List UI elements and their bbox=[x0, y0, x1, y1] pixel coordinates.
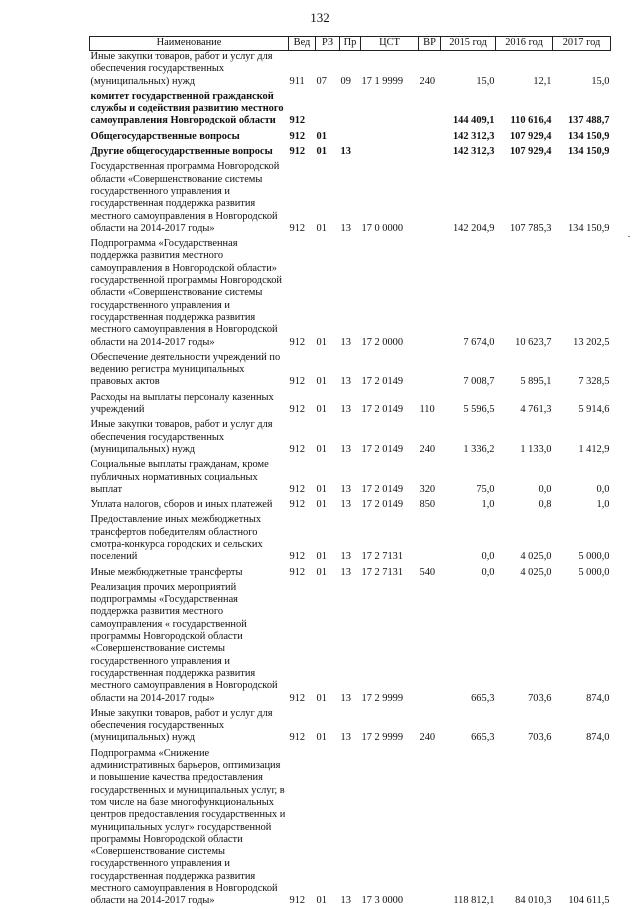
cell-y2016: 4 761,3 bbox=[520, 404, 552, 416]
cell-pr: 13 bbox=[340, 483, 351, 495]
cell-y2016: 107 929,4 bbox=[509, 146, 552, 158]
cell-rz: 01 bbox=[316, 130, 327, 142]
cell-pr: 13 bbox=[340, 443, 351, 455]
table-row bbox=[90, 497, 611, 512]
cell-rz: 01 bbox=[316, 404, 327, 416]
cell-y2016: 10 623,7 bbox=[515, 336, 552, 348]
cell-name: Подпрограмма «Снижение административных барьеров, оптимизация и повышение качества предоставления государственных и муниципальных услуг, в том числе на базе многофункциональных центров предоставления государственных и муниципальных услуг» государственной программы Новгородской области «Совершенствование системы государственного управления и государственная поддержка развития местного самоуправления в Новгородской области на 2014-2017 годы» bbox=[90, 747, 286, 907]
table-body bbox=[90, 51, 611, 909]
cell-name: Уплата налогов, сборов и иных платежей bbox=[90, 499, 273, 511]
cell-ved: 912 bbox=[289, 222, 306, 234]
cell-ved: 912 bbox=[289, 499, 306, 511]
cell-cst: 17 1 9999 bbox=[361, 75, 404, 87]
cell-y2016: 703,6 bbox=[528, 692, 552, 704]
table-row bbox=[90, 512, 611, 564]
col-header-name: Наименование bbox=[90, 37, 289, 51]
cell-rz: 01 bbox=[316, 483, 327, 495]
cell-pr: 13 bbox=[340, 146, 351, 158]
cell-y2017: 1 412,9 bbox=[578, 443, 610, 455]
cell-y2017: 7 328,5 bbox=[578, 376, 610, 388]
cell-y2017: 874,0 bbox=[586, 732, 610, 744]
cell-name: комитет государственной гражданской службы и содействия развитию местного самоуправления Новгородской области bbox=[90, 90, 284, 127]
cell-rz: 01 bbox=[316, 895, 327, 907]
cell-y2017: 104 611,5 bbox=[568, 895, 610, 907]
table-row bbox=[90, 457, 611, 497]
cell-pr: 13 bbox=[340, 895, 351, 907]
cell-y2015: 144 409,1 bbox=[452, 115, 495, 127]
cell-pr: 09 bbox=[340, 75, 351, 87]
cell-name: Другие общегосударственные вопросы bbox=[90, 146, 273, 158]
cell-vr: 240 bbox=[419, 75, 436, 87]
cell-y2016: 0,8 bbox=[538, 499, 552, 511]
col-header-2015: 2015 год bbox=[441, 37, 496, 51]
cell-vr bbox=[419, 580, 441, 706]
table-row bbox=[90, 144, 611, 159]
cell-ved: 911 bbox=[289, 75, 305, 87]
cell-cst: 17 2 0149 bbox=[361, 443, 404, 455]
table-row bbox=[90, 706, 611, 746]
cell-rz: 01 bbox=[316, 146, 327, 158]
cell-ved: 912 bbox=[289, 551, 306, 563]
cell-vr: 320 bbox=[419, 483, 436, 495]
table-row bbox=[90, 159, 611, 236]
table-row bbox=[90, 236, 611, 350]
cell-vr: 240 bbox=[419, 443, 436, 455]
cell-ved: 912 bbox=[289, 566, 306, 578]
cell-y2015: 142 312,3 bbox=[452, 146, 495, 158]
cell-vr: 850 bbox=[419, 499, 436, 511]
cell-y2015: 1,0 bbox=[481, 499, 495, 511]
cell-cst: 17 2 0149 bbox=[361, 376, 404, 388]
cell-y2015: 7 674,0 bbox=[463, 336, 495, 348]
cell-name: Реализация прочих мероприятий подпрограммы «Государственная поддержка развития местного самоуправления « государственной программы Новгородской области «Совершенствование системы государственного управления и государственная поддержка развития местного самоуправления в Новгородской области на 2014-2017 годы» bbox=[90, 581, 278, 704]
cell-cst: 17 2 9999 bbox=[361, 732, 404, 744]
cell-y2016: 107 785,3 bbox=[509, 222, 552, 234]
cell-y2015: 5 596,5 bbox=[463, 404, 495, 416]
cell-pr: 13 bbox=[340, 732, 351, 744]
cell-vr bbox=[419, 512, 441, 564]
cell-rz: 01 bbox=[316, 443, 327, 455]
table-row bbox=[90, 580, 611, 706]
cell-rz: 01 bbox=[316, 566, 327, 578]
cell-ved: 912 bbox=[289, 732, 306, 744]
cell-y2016: 5 895,1 bbox=[520, 376, 552, 388]
cell-cst: 17 3 0000 bbox=[361, 895, 404, 907]
table-row bbox=[90, 89, 611, 129]
cell-y2015: 665,3 bbox=[471, 732, 495, 744]
cell-cst: 17 2 9999 bbox=[361, 692, 404, 704]
table-row bbox=[90, 390, 611, 418]
cell-y2015: 15,0 bbox=[476, 75, 495, 87]
col-header-ved: Вед bbox=[289, 37, 316, 51]
budget-table bbox=[89, 36, 611, 909]
cell-y2016: 110 616,4 bbox=[510, 115, 552, 127]
cell-vr bbox=[419, 144, 441, 159]
cell-pr: 13 bbox=[340, 222, 351, 234]
cell-name: Иные закупки товаров, работ и услуг для обеспечения государственных (муниципальных) нужд bbox=[90, 707, 273, 744]
cell-rz: 01 bbox=[316, 732, 327, 744]
table-row bbox=[90, 129, 611, 144]
cell-y2017: 13 202,5 bbox=[573, 336, 610, 348]
cell-y2017: 134 150,9 bbox=[567, 146, 610, 158]
cell-cst: 17 2 7131 bbox=[361, 551, 404, 563]
cell-y2015: 7 008,7 bbox=[463, 376, 495, 388]
table-header-row bbox=[90, 37, 611, 51]
cell-cst bbox=[361, 144, 419, 159]
cell-y2015: 1 336,2 bbox=[463, 443, 495, 455]
cell-y2016: 703,6 bbox=[528, 732, 552, 744]
cell-vr bbox=[419, 236, 441, 350]
cell-rz bbox=[316, 89, 340, 129]
cell-y2017: 874,0 bbox=[586, 692, 610, 704]
table-row bbox=[90, 746, 611, 909]
cell-rz: 07 bbox=[316, 75, 327, 87]
cell-vr bbox=[419, 746, 441, 909]
cell-rz: 01 bbox=[316, 376, 327, 388]
cell-y2016: 4 025,0 bbox=[520, 566, 552, 578]
cell-pr: 13 bbox=[340, 692, 351, 704]
cell-cst: 17 2 0149 bbox=[361, 404, 404, 416]
margin-mark bbox=[628, 236, 630, 237]
cell-ved: 912 bbox=[289, 895, 306, 907]
col-header-cst: ЦСТ bbox=[361, 37, 419, 51]
cell-rz: 01 bbox=[316, 336, 327, 348]
cell-y2016: 1 133,0 bbox=[520, 443, 552, 455]
page-number: 132 bbox=[310, 10, 330, 25]
cell-y2016: 0,0 bbox=[538, 483, 552, 495]
cell-name: Иные закупки товаров, работ и услуг для обеспечения государственных (муниципальных) нужд bbox=[90, 51, 273, 87]
cell-y2017: 0,0 bbox=[596, 483, 610, 495]
cell-rz: 01 bbox=[316, 222, 327, 234]
cell-name: Социальные выплаты гражданам, кроме публичных нормативных социальных выплат bbox=[90, 459, 269, 495]
cell-y2017: 134 150,9 bbox=[567, 130, 610, 142]
col-header-vr: ВР bbox=[419, 37, 441, 51]
cell-pr: 13 bbox=[340, 566, 351, 578]
cell-vr bbox=[419, 350, 441, 390]
cell-name: Иные межбюджетные трансферты bbox=[90, 566, 243, 578]
cell-pr: 13 bbox=[340, 336, 351, 348]
cell-name: Общегосударственные вопросы bbox=[90, 130, 240, 142]
cell-rz: 01 bbox=[316, 692, 327, 704]
cell-name: Иные закупки товаров, работ и услуг для обеспечения государственных (муниципальных) нужд bbox=[90, 419, 273, 455]
cell-cst: 17 2 0149 bbox=[361, 499, 404, 511]
cell-cst bbox=[361, 89, 419, 129]
cell-ved: 912 bbox=[289, 692, 306, 704]
cell-cst: 17 2 0149 bbox=[361, 483, 404, 495]
cell-y2017: 5 914,6 bbox=[578, 404, 610, 416]
cell-y2015: 0,0 bbox=[481, 566, 495, 578]
col-header-2016: 2016 год bbox=[496, 37, 553, 51]
cell-y2017: 134 150,9 bbox=[567, 222, 610, 234]
col-header-2017: 2017 год bbox=[553, 37, 611, 51]
cell-y2016: 84 010,3 bbox=[515, 895, 552, 907]
cell-y2017: 137 488,7 bbox=[567, 115, 610, 127]
cell-cst bbox=[361, 129, 419, 144]
cell-y2015: 142 204,9 bbox=[452, 222, 495, 234]
cell-pr bbox=[340, 89, 361, 129]
cell-cst: 17 2 7131 bbox=[361, 566, 404, 578]
cell-name: Расходы на выплаты персоналу казенных учреждений bbox=[90, 391, 274, 416]
cell-rz: 01 bbox=[316, 551, 327, 563]
cell-vr: 110 bbox=[419, 404, 435, 416]
cell-pr: 13 bbox=[340, 404, 351, 416]
col-header-pr: Пр bbox=[340, 37, 361, 51]
cell-ved: 912 bbox=[289, 130, 306, 142]
cell-name: Подпрограмма «Государственная поддержка развития местного самоуправления в Новгородской области» государственной программы Новгородской области «Совершенствование системы государственного управления и государственная поддержка развития местного самоуправления в Новгородской области на 2014-2017 годы» bbox=[90, 238, 282, 348]
table-row bbox=[90, 417, 611, 457]
cell-vr bbox=[419, 89, 441, 129]
cell-cst: 17 0 0000 bbox=[361, 222, 404, 234]
cell-ved: 912 bbox=[289, 115, 306, 127]
cell-pr: 13 bbox=[340, 376, 351, 388]
cell-y2015: 0,0 bbox=[481, 551, 495, 563]
cell-y2016: 107 929,4 bbox=[509, 130, 552, 142]
cell-y2017: 1,0 bbox=[596, 499, 610, 511]
cell-y2015: 665,3 bbox=[471, 692, 495, 704]
cell-name: Государственная программа Новгородской области «Совершенствование системы государственного управления и государственная поддержка развития местного самоуправления в Новгородской области на 2014-2017 годы» bbox=[90, 161, 280, 234]
cell-y2015: 75,0 bbox=[476, 483, 495, 495]
cell-y2015: 118 812,1 bbox=[453, 895, 495, 907]
cell-vr: 540 bbox=[419, 566, 436, 578]
cell-cst: 17 2 0000 bbox=[361, 336, 404, 348]
table-row bbox=[90, 51, 611, 89]
cell-y2016: 4 025,0 bbox=[520, 551, 552, 563]
cell-rz: 01 bbox=[316, 499, 327, 511]
cell-ved: 912 bbox=[289, 443, 306, 455]
cell-vr bbox=[419, 159, 441, 236]
cell-name: Предоставление иных межбюджетных трансфертов победителям областного смотра-конкурса городских и сельских поселений bbox=[90, 514, 263, 563]
cell-y2017: 15,0 bbox=[591, 75, 610, 87]
cell-ved: 912 bbox=[289, 483, 306, 495]
cell-pr: 13 bbox=[340, 551, 351, 563]
cell-vr: 240 bbox=[419, 732, 436, 744]
cell-y2017: 5 000,0 bbox=[578, 566, 610, 578]
cell-ved: 912 bbox=[289, 404, 306, 416]
cell-name: Обеспечение деятельности учреждений по ведению регистра муниципальных правовых актов bbox=[90, 351, 281, 388]
cell-pr bbox=[340, 129, 361, 144]
col-header-rz: РЗ bbox=[316, 37, 340, 51]
cell-ved: 912 bbox=[289, 146, 306, 158]
cell-y2016: 12,1 bbox=[533, 75, 552, 87]
cell-ved: 912 bbox=[289, 336, 306, 348]
cell-y2017: 5 000,0 bbox=[578, 551, 610, 563]
table-row bbox=[90, 350, 611, 390]
cell-y2015: 142 312,3 bbox=[452, 130, 495, 142]
cell-pr: 13 bbox=[340, 499, 351, 511]
table-row bbox=[90, 565, 611, 580]
cell-ved: 912 bbox=[289, 376, 306, 388]
cell-vr bbox=[419, 129, 441, 144]
